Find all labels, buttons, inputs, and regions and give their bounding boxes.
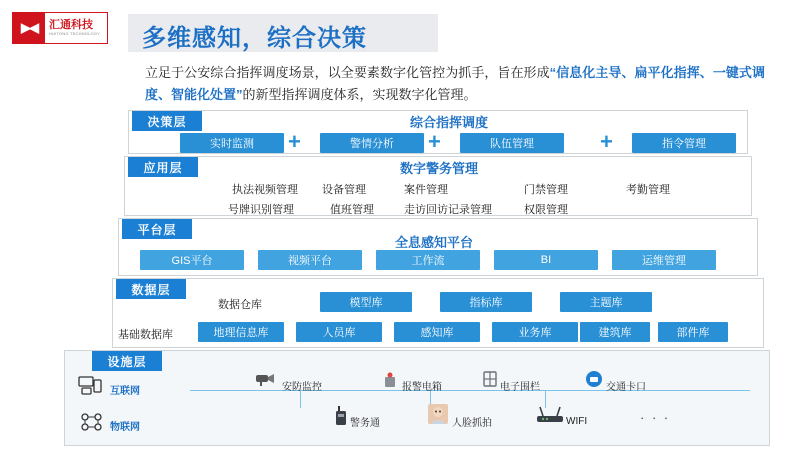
facility-item-4[interactable]: 交通卡口 [606,382,646,393]
internet-icon [78,376,104,401]
company-logo [12,12,108,44]
data-row1-item-1[interactable]: 模型库 [320,292,412,312]
alarm-box-icon [382,372,398,393]
facility-side-label-2: 物联网 [110,422,140,433]
facility-layer-title: 设施层 [92,351,162,371]
platform-item-4[interactable]: BI [494,250,598,270]
iot-icon [80,412,104,437]
platform-layer-heading: 全息感知平台 [395,235,474,250]
intro-paragraph [145,62,765,106]
decision-layer-heading: 综合指挥调度 [410,115,489,130]
basic-database-label: 基础数据库 [118,329,173,341]
platform-item-3[interactable]: 工作流 [376,250,480,270]
data-layer-title: 数据层 [116,279,186,299]
application-item-2[interactable]: 设备管理 [322,184,366,196]
application-item-1[interactable]: 执法视频管理 [232,184,298,196]
decision-item-2[interactable]: 警情分析 [320,133,424,153]
intro-part2: 的新型指挥调度体系，实现数字化管理。 [242,87,477,102]
plus-separator-2: + [428,129,441,154]
data-row2-item-4[interactable]: 业务库 [492,322,578,342]
decision-item-3[interactable]: 队伍管理 [460,133,564,153]
platform-item-1[interactable]: GIS平台 [140,250,244,270]
platform-layer-title: 平台层 [122,219,192,239]
intro-part1: 立足于公安综合指挥调度场景，以全要素数字化管控为抓手，旨在形成 [145,65,550,80]
plus-separator-3: + [600,129,613,154]
facility-side-label-1: 互联网 [110,386,140,397]
decision-item-1[interactable]: 实时监测 [180,133,284,153]
page-title-banner [128,14,438,52]
facility-more-indicator: · · · [640,410,671,425]
traffic-checkpoint-icon [585,370,603,393]
intro-highlight: “信息化主导、扁平化指挥、一键式调度、智能化处置” [145,65,765,102]
face-capture-icon [428,404,448,429]
data-row2-item-5[interactable]: 建筑库 [580,322,650,342]
application-item-7[interactable]: 值班管理 [330,204,374,216]
application-item-3[interactable]: 案件管理 [404,184,448,196]
application-item-6[interactable]: 号牌识别管理 [228,204,294,216]
logo-name-en: HUITONG TECHNOLOGY [49,31,101,36]
data-row2-item-3[interactable]: 感知库 [394,322,480,342]
facility-item-1[interactable]: 安防监控 [282,382,322,393]
logo-mark-icon: ▶◀ [13,13,45,43]
wifi-router-icon [535,406,565,429]
facility-item-3[interactable]: 电子围栏 [500,382,540,393]
data-warehouse-label: 数据仓库 [218,299,262,311]
facility-item-5[interactable]: 警务通 [350,418,380,429]
facility-layer-band [64,350,770,446]
decision-layer-title: 决策层 [132,111,202,131]
electronic-fence-icon [482,370,498,393]
application-item-4[interactable]: 门禁管理 [524,184,568,196]
camera-icon [255,372,277,391]
application-item-8[interactable]: 走访回访记录管理 [404,204,492,216]
logo-text [45,19,107,37]
platform-item-5[interactable]: 运维管理 [612,250,716,270]
data-row1-item-3[interactable]: 主题库 [560,292,652,312]
plus-separator-1: + [288,129,301,154]
police-radio-icon [335,406,347,431]
data-row1-item-2[interactable]: 指标库 [440,292,532,312]
data-row2-item-6[interactable]: 部件库 [658,322,728,342]
application-item-5[interactable]: 考勤管理 [626,184,670,196]
application-item-9[interactable]: 权限管理 [524,204,568,216]
decision-item-4[interactable]: 指令管理 [632,133,736,153]
facility-item-6[interactable]: 人脸抓拍 [452,418,492,429]
page-title: 多维感知，综合决策 [142,25,367,52]
platform-item-2[interactable]: 视频平台 [258,250,362,270]
data-row2-item-2[interactable]: 人员库 [296,322,382,342]
data-row2-item-1[interactable]: 地理信息库 [198,322,284,342]
application-layer-heading: 数字警务管理 [400,161,479,176]
application-layer-title: 应用层 [128,157,198,177]
logo-name-cn: 汇通科技 [49,19,93,31]
facility-item-2[interactable]: 报警电箱 [402,382,442,393]
facility-item-7[interactable]: WIFI [566,416,588,427]
